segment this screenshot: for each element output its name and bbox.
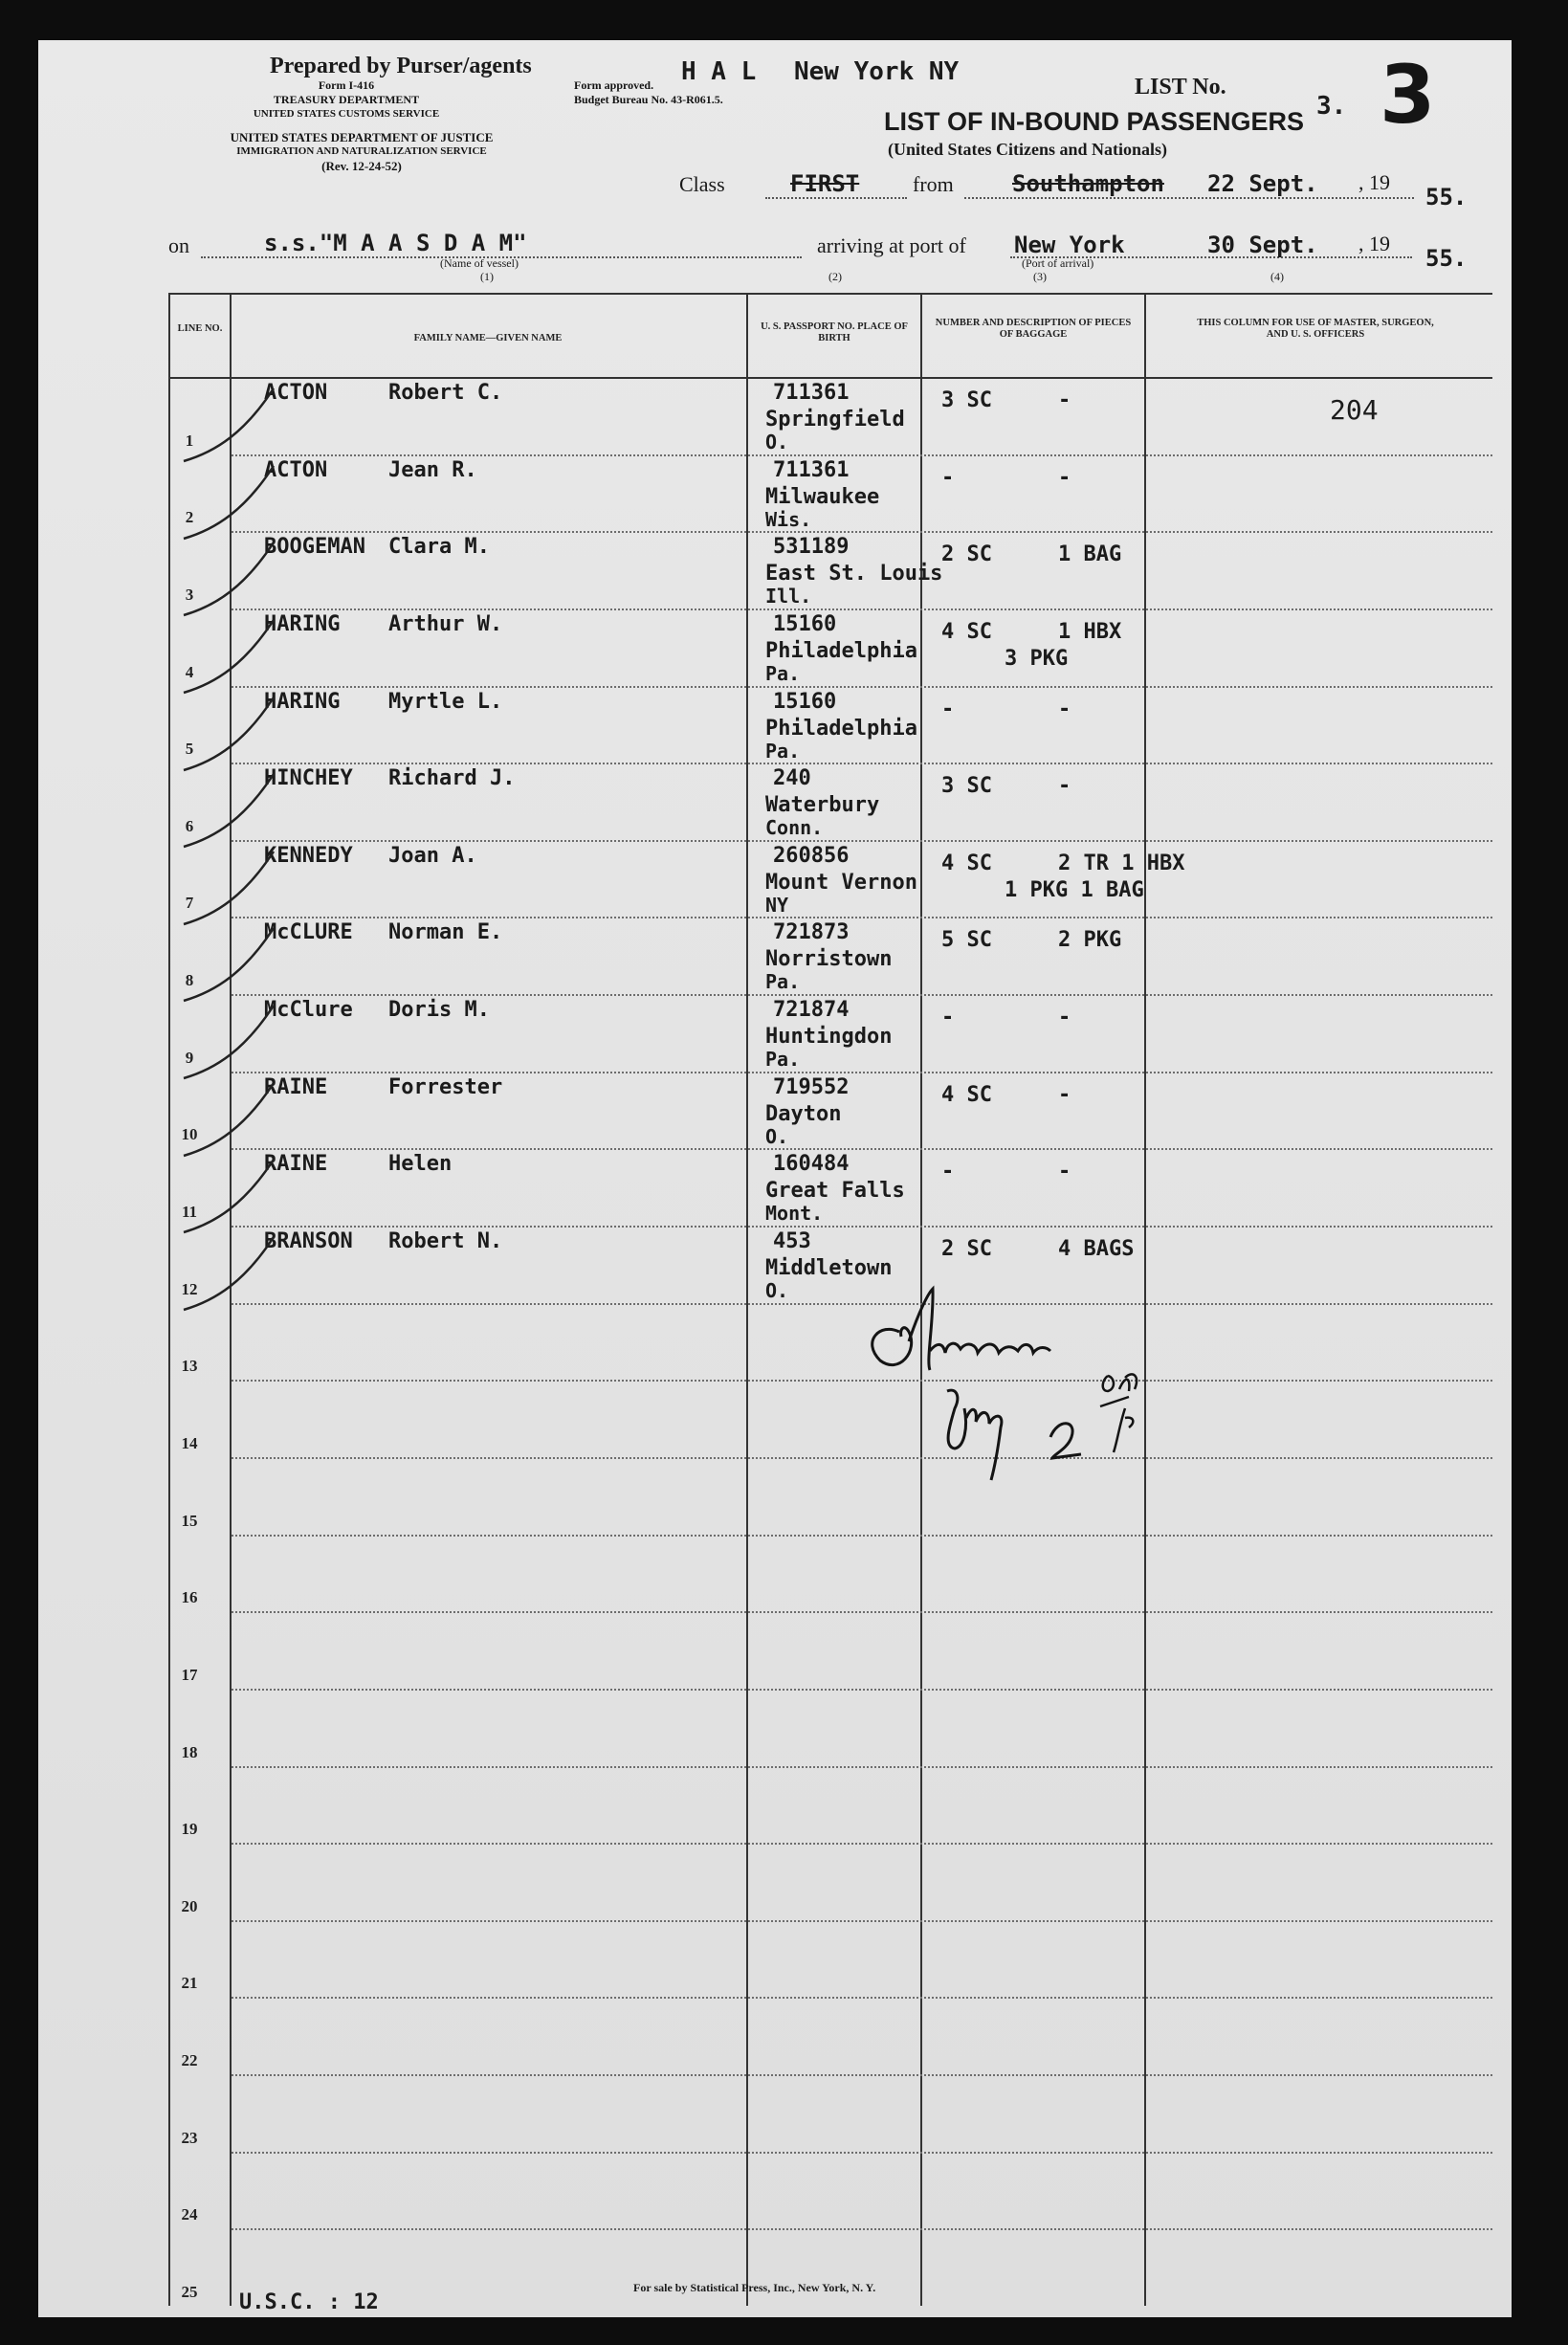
col1-caption: (1) [480, 270, 494, 283]
baggage-count: 4 SC [941, 619, 992, 644]
checkmark-icon [178, 1233, 293, 1319]
given-name: Clara M. [388, 535, 490, 560]
passport-number: 531189 [773, 535, 850, 560]
line-number: 14 [181, 1433, 198, 1452]
family-name: ACTON [264, 381, 328, 405]
row-divider [232, 1997, 1492, 1999]
row-divider [232, 1843, 1492, 1845]
justice-dept: UNITED STATES DEPARTMENT OF JUSTICE [230, 130, 494, 144]
vessel-caption: (Name of vessel) [440, 256, 519, 270]
birthplace: East St. Louis [765, 562, 943, 586]
birthplace-state: Pa. [765, 970, 801, 994]
family-name: McClure [264, 998, 353, 1023]
revision-date: (Rev. 12-24-52) [321, 159, 402, 173]
baggage-extra: 2 TR 1 HBX [1058, 851, 1185, 875]
given-name: Helen [388, 1152, 453, 1177]
birthplace: Philadelphia [765, 638, 917, 663]
line-number: 24 [181, 2205, 198, 2224]
baggage-extra: 1 BAG [1058, 542, 1122, 567]
line-number: 25 [181, 2283, 198, 2301]
birthplace: Springfield [765, 408, 905, 431]
from-date: 22 Sept. [1207, 170, 1318, 197]
table-top-border [168, 293, 1492, 295]
line-number: 6 [185, 816, 194, 835]
line-number: 3 [185, 585, 194, 604]
col-header-passport: U. S. PASSPORT NO. PLACE OF BIRTH [761, 321, 908, 343]
birthplace: Milwaukee [765, 484, 880, 509]
family-name: ACTON [264, 457, 328, 482]
arriving-label: arriving at port of [817, 233, 966, 257]
line-name: H A L [681, 57, 757, 86]
manifest-sheet [38, 40, 1512, 2317]
passport-number: 721873 [773, 920, 850, 945]
budget-bureau: Budget Bureau No. 43-R061.5. [574, 93, 723, 106]
given-name: Norman E. [388, 920, 503, 945]
birthplace: Philadelphia [765, 716, 917, 741]
passport-number: 15160 [773, 611, 837, 636]
given-name: Jean R. [388, 457, 477, 482]
baggage-extra: - [1058, 388, 1071, 412]
line-number: 19 [181, 1820, 198, 1839]
baggage-extra: - [1058, 465, 1071, 490]
passport-number: 260856 [773, 843, 850, 868]
line-number: 17 [181, 1665, 198, 1684]
passport-number: 719552 [773, 1074, 850, 1099]
line-number: 10 [181, 1125, 198, 1144]
col-header-name: FAMILY NAME—GIVEN NAME [413, 333, 563, 343]
class-value: FIRST [790, 170, 860, 197]
line-number: 5 [185, 740, 194, 759]
port-city: New York NY [794, 57, 960, 86]
baggage-extra: 2 PKG [1058, 928, 1122, 953]
given-name: Joan A. [388, 843, 477, 868]
arrival-port: New York [1014, 232, 1125, 258]
vessel-name: s.s."M A A S D A M" [264, 230, 527, 256]
col-header-officers: THIS COLUMN FOR USE OF MASTER, SURGEON, AND U. S. OFFICERS [1197, 318, 1434, 340]
list-no-label: LIST No. [1135, 75, 1226, 100]
family-name: HARING [264, 611, 341, 636]
passport-number: 711361 [773, 381, 850, 405]
baggage-count: 4 SC [941, 851, 992, 875]
line-number: 21 [181, 1974, 198, 1993]
arrival-date: 30 Sept. [1207, 232, 1318, 258]
birthplace: Mount Vernon [765, 870, 917, 895]
line-number: 20 [181, 1896, 198, 1915]
baggage-count: - [941, 1006, 955, 1030]
baggage-extra: - [1058, 1006, 1071, 1030]
form-number: Form I-416 [318, 78, 375, 92]
family-name: BRANSON [264, 1229, 353, 1254]
on-label: on [168, 233, 189, 257]
baggage-extra: - [1058, 1082, 1071, 1107]
birthplace-state: Ill. [765, 585, 812, 608]
birthplace-state: O. [765, 431, 789, 454]
row-divider [232, 1689, 1492, 1691]
baggage-count: 3 SC [941, 388, 992, 412]
birthplace-state: Mont. [765, 1202, 824, 1226]
col-header-line-no: LINE NO. [177, 323, 223, 334]
form-subtitle: (United States Citizens and Nationals) [888, 140, 1168, 159]
family-name: KENNEDY [264, 843, 353, 868]
birthplace: Waterbury [765, 793, 880, 818]
family-name: HARING [264, 689, 341, 714]
birthplace-state: O. [765, 1124, 789, 1148]
row-divider [232, 1766, 1492, 1768]
baggage-count: 5 SC [941, 928, 992, 953]
line-number: 23 [181, 2128, 198, 2147]
form-title: LIST OF IN-BOUND PASSENGERS [884, 107, 1305, 136]
family-name: BOOGEMAN [264, 535, 365, 560]
row-divider [232, 1535, 1492, 1537]
prepared-by: Prepared by Purser/agents [270, 54, 532, 78]
given-name: Richard J. [388, 766, 516, 791]
line-number: 7 [185, 894, 194, 913]
baggage-count: 3 SC [941, 774, 992, 799]
baggage-extra: - [1058, 774, 1071, 799]
line-number: 8 [185, 971, 194, 990]
passport-number: 160484 [773, 1152, 850, 1177]
col-header-baggage: NUMBER AND DESCRIPTION OF PIECES OF BAGGAGE [935, 318, 1132, 340]
passport-number: 15160 [773, 689, 837, 714]
row-divider [232, 1920, 1492, 1922]
line-number: 1 [185, 431, 194, 450]
given-name: Forrester [388, 1074, 503, 1099]
birthplace: Dayton [765, 1101, 842, 1126]
birthplace-state: Pa. [765, 739, 801, 763]
immigration-service: IMMIGRATION AND NATURALIZATION SERVICE [236, 145, 487, 157]
baggage-extra-2: 1 PKG 1 BAG [1005, 877, 1144, 902]
passport-number: 453 [773, 1229, 811, 1254]
line-number: 18 [181, 1742, 198, 1761]
col3-caption: (3) [1033, 270, 1047, 283]
line-number: 16 [181, 1588, 198, 1607]
row-divider [232, 2074, 1492, 2076]
col2-caption: (2) [828, 270, 842, 283]
baggage-count: - [941, 697, 955, 721]
line-number: 4 [185, 662, 194, 681]
from-field-line [964, 197, 1414, 199]
birthplace: Great Falls [765, 1179, 905, 1204]
birthplace-state: Conn. [765, 816, 824, 840]
birthplace-state: Pa. [765, 1048, 801, 1072]
baggage-extra: - [1058, 1160, 1071, 1184]
from-port: Southampton [1012, 170, 1164, 197]
port-caption: (Port of arrival) [1022, 256, 1094, 270]
year-1: 55. [1425, 184, 1468, 210]
birthplace-state: Wis. [765, 507, 812, 531]
class-label: Class [679, 172, 725, 196]
birthplace-state: NY [765, 893, 789, 917]
line-number: 12 [181, 1279, 198, 1298]
list-no-stamp: 3 [1380, 48, 1436, 142]
row-divider [232, 2152, 1492, 2154]
year-prefix-2: , 19 [1358, 232, 1390, 255]
row-divider [232, 2228, 1492, 2230]
birthplace: Middletown [765, 1256, 893, 1281]
baggage-extra-2: 3 PKG [1005, 646, 1069, 671]
family-name: McCLURE [264, 920, 353, 945]
year-prefix-1: , 19 [1358, 170, 1390, 194]
family-name: RAINE [264, 1074, 328, 1099]
passport-number: 711361 [773, 457, 850, 482]
col-divider [746, 293, 748, 2306]
line-number: 2 [185, 508, 194, 527]
treasury-dept: TREASURY DEPARTMENT [273, 93, 420, 106]
col4-caption: (4) [1270, 270, 1284, 283]
given-name: Myrtle L. [388, 689, 503, 714]
birthplace-state: O. [765, 1279, 789, 1303]
class-field-line [765, 197, 907, 199]
birthplace: Huntingdon [765, 1025, 893, 1050]
baggage-count: 2 SC [941, 1237, 992, 1262]
family-name: RAINE [264, 1152, 328, 1177]
inspector-signature [842, 1284, 1244, 1514]
line-number: 9 [185, 1048, 194, 1067]
passport-number: 240 [773, 766, 811, 791]
line-number: 13 [181, 1357, 198, 1376]
line-number: 15 [181, 1511, 198, 1530]
list-no-typed: 3. [1316, 92, 1347, 121]
birthplace-state: Pa. [765, 661, 801, 685]
footer-code: U.S.C. : 12 [239, 2290, 379, 2314]
printer-credit: For sale by Statistical Press, Inc., New York, N. Y. [633, 2281, 876, 2294]
from-label: from [913, 172, 954, 196]
baggage-count: 4 SC [941, 1082, 992, 1107]
row-divider [232, 1611, 1492, 1613]
baggage-extra: 1 HBX [1058, 619, 1122, 644]
line-number: 11 [181, 1203, 198, 1222]
birthplace: Norristown [765, 947, 893, 972]
baggage-count: - [941, 1160, 955, 1184]
baggage-count: 2 SC [941, 542, 992, 567]
family-name: HINCHEY [264, 766, 353, 791]
customs-service: UNITED STATES CUSTOMS SERVICE [253, 108, 440, 120]
form-approved: Form approved. [574, 78, 654, 92]
passport-number: 721874 [773, 998, 850, 1023]
given-name: Robert C. [388, 381, 503, 405]
line-number: 22 [181, 2051, 198, 2070]
baggage-extra: - [1058, 697, 1071, 721]
baggage-extra: 4 BAGS [1058, 1237, 1135, 1262]
officer-note: 204 [1330, 394, 1379, 426]
given-name: Robert N. [388, 1229, 503, 1254]
baggage-count: - [941, 465, 955, 490]
year-2: 55. [1425, 245, 1468, 272]
given-name: Arthur W. [388, 611, 503, 636]
given-name: Doris M. [388, 998, 490, 1023]
